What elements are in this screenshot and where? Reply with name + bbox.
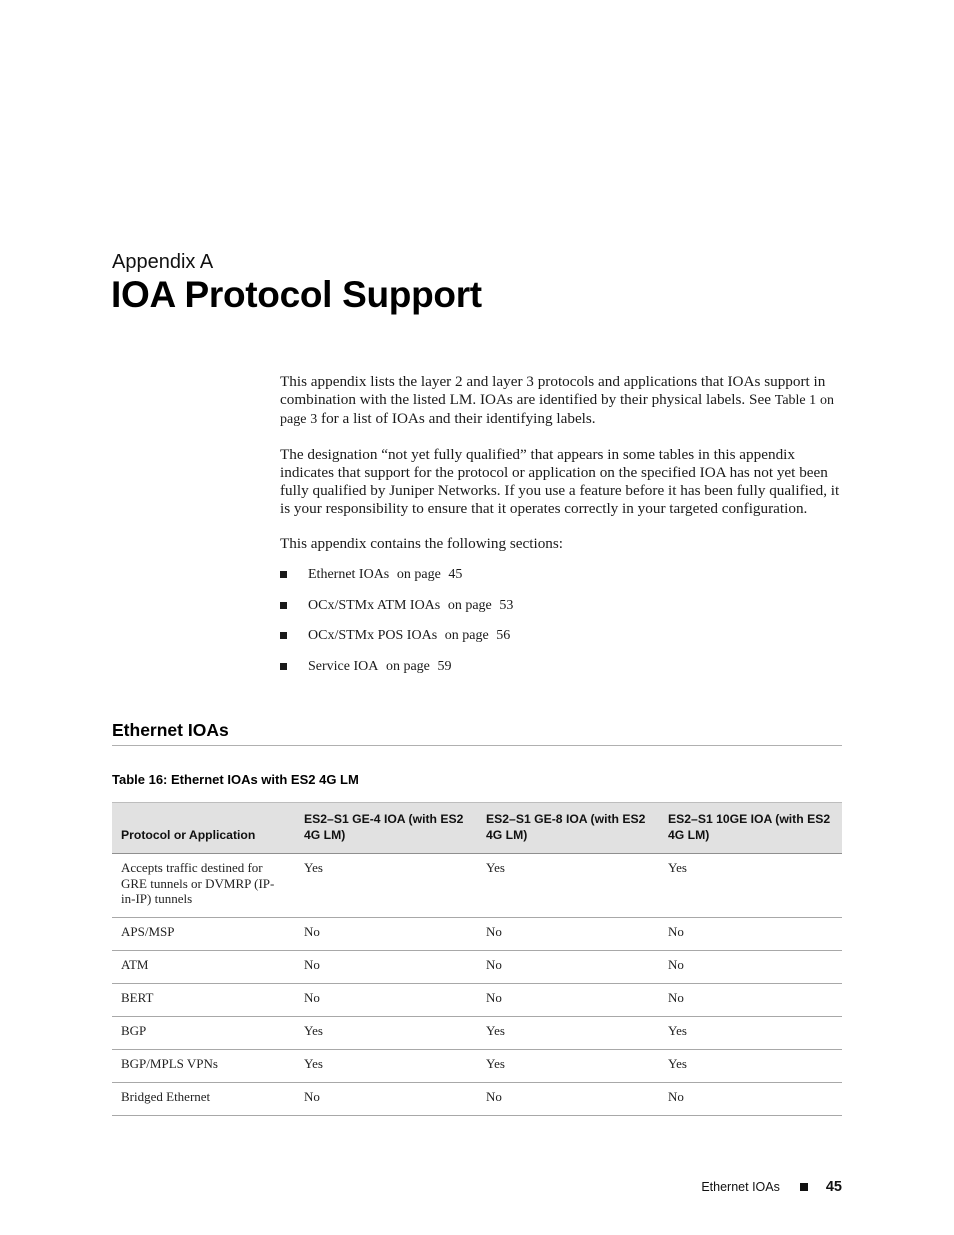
intro-paragraph-3: This appendix contains the following sections:: [280, 535, 564, 552]
table-cell: No: [659, 951, 842, 984]
table-1-page-link[interactable]: 3: [310, 412, 318, 427]
table-cell: Yes: [659, 1050, 842, 1083]
table-cell: No: [659, 984, 842, 1017]
bullet-icon: [280, 571, 287, 578]
table-cell: Yes: [659, 854, 842, 918]
intro-paragraph-2: The designation “not yet fully qualified” that appears in some tables in this appendix indicates that support for the protocol or application on the specified IOA has not yet been fully qualified by Juniper Networks. If you use a feature before it has been fully qualified, it is your responsibility to ensure that it operates correctly in your targeted configuration.: [280, 446, 840, 517]
table-row: [112, 1083, 842, 1116]
table-header-cell: Protocol or Application: [112, 803, 295, 854]
section-heading: Ethernet IOAs: [112, 720, 842, 746]
intro-paragraph-1: This appendix lists the layer 2 and layer 3 protocols and applications that IOAs support in combination with the listed LM. IOAs are identified by their physical labels. See Table 1 on page 3 for a list of IOAs and their identifying labels.: [280, 373, 834, 427]
section-link[interactable]: Service IOA: [308, 658, 379, 674]
table-row: [112, 1017, 842, 1050]
table-row: [112, 951, 842, 984]
section-link[interactable]: OCx/STMx ATM IOAs: [308, 597, 441, 613]
table-cell: Yes: [295, 1050, 477, 1083]
table-cell: No: [477, 984, 659, 1017]
intro-body: [280, 373, 846, 687]
table-cell: BERT: [112, 984, 295, 1017]
section-link[interactable]: OCx/STMx POS IOAs: [308, 628, 438, 643]
table-cell: Yes: [477, 854, 659, 918]
table-cell: No: [659, 1083, 842, 1116]
table-cell: APS/MSP: [112, 918, 295, 951]
table-cell: Yes: [295, 854, 477, 918]
table-cell: ATM: [112, 951, 295, 984]
table-header-cell: ES2–S1 10GE IOA (with ES2 4G LM): [659, 803, 842, 854]
table-cell: No: [295, 951, 477, 984]
footer-section-title: Ethernet IOAs: [701, 1180, 780, 1194]
table-1-link[interactable]: Table 1: [774, 393, 817, 408]
appendix-label: Appendix A: [112, 251, 214, 273]
table-row: [112, 918, 842, 951]
table-header-cell: ES2–S1 GE-4 IOA (with ES2 4G LM): [295, 803, 477, 854]
table-caption: Table 16: Ethernet IOAs with ES2 4G LM: [112, 772, 359, 787]
bullet-icon: [280, 602, 287, 609]
table-header-cell: ES2–S1 GE-8 IOA (with ES2 4G LM): [477, 803, 659, 854]
section-list: [280, 565, 846, 675]
table-cell: No: [295, 918, 477, 951]
table-cell: No: [659, 918, 842, 951]
table-cell: Yes: [477, 1017, 659, 1050]
section-link[interactable]: Ethernet IOAs: [308, 567, 390, 582]
table-header-row: [112, 803, 842, 854]
page-title: IOA Protocol Support: [111, 274, 482, 315]
section-list-item[interactable]: OCx/STMx POS IOAs on page 56: [280, 626, 846, 644]
table-cell: BGP: [112, 1017, 295, 1050]
table-cell: No: [477, 1083, 659, 1116]
table-cell: Bridged Ethernet: [112, 1083, 295, 1116]
footer-square-icon: [800, 1183, 808, 1191]
ethernet-ioa-table: [112, 802, 842, 1116]
bullet-icon: [280, 632, 287, 639]
table-cell: No: [295, 984, 477, 1017]
table-cell: BGP/MPLS VPNs: [112, 1050, 295, 1083]
table-cell: No: [295, 1083, 477, 1116]
table-row: [112, 984, 842, 1017]
page-footer: [701, 1179, 842, 1195]
table-cell: Accepts traffic destined for GRE tunnels or DVMRP (IP-in-IP) tunnels: [112, 854, 295, 918]
section-list-item[interactable]: OCx/STMx ATM IOAs on page 53: [280, 596, 846, 614]
table-row: [112, 1050, 842, 1083]
table-cell: Yes: [295, 1017, 477, 1050]
table-cell: Yes: [659, 1017, 842, 1050]
section-list-item[interactable]: Service IOA on page 59: [280, 657, 846, 675]
table-row: [112, 854, 842, 918]
section-list-item[interactable]: Ethernet IOAs on page 45: [280, 565, 846, 583]
bullet-icon: [280, 663, 287, 670]
table-cell: No: [477, 918, 659, 951]
footer-page-number: 45: [825, 1179, 842, 1195]
table-cell: No: [477, 951, 659, 984]
table-cell: Yes: [477, 1050, 659, 1083]
